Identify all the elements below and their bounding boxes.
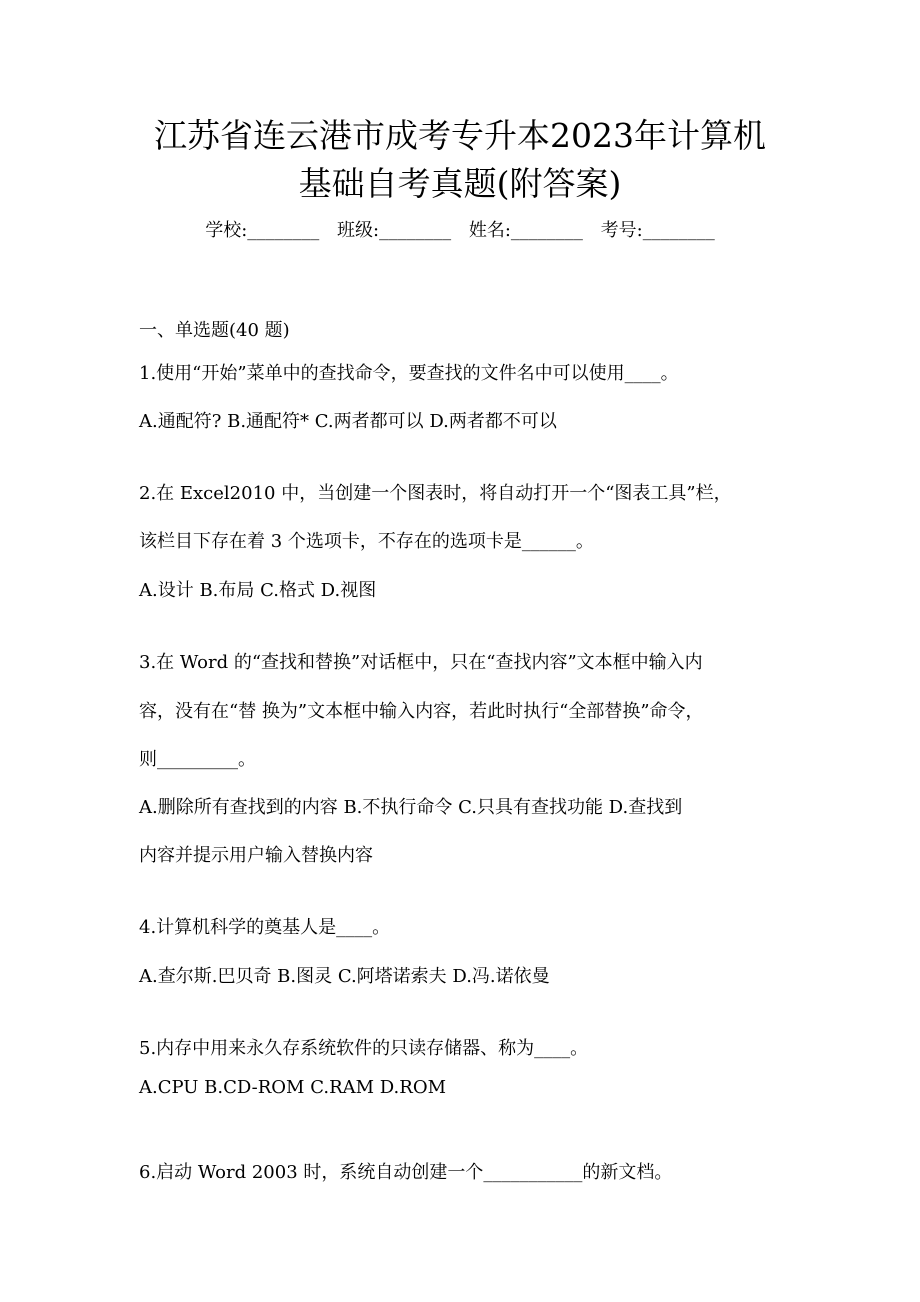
- question-3-options-line-1: A.删除所有查找到的内容 B.不执行命令 C.只具有查找功能 D.查找到: [139, 797, 683, 818]
- question-3-text-line-3: 则_________。: [139, 749, 256, 770]
- name-field: 姓名:________: [468, 220, 583, 241]
- school-field: 学校:________: [205, 220, 320, 241]
- question-4-options: A.查尔斯.巴贝奇 B.图灵 C.阿塔诺索夫 D.冯.诺依曼: [139, 966, 550, 987]
- question-1-options: A.通配符? B.通配符* C.两者都可以 D.两者都不可以: [139, 411, 557, 432]
- question-5-options: A.CPU B.CD-ROM C.RAM D.ROM: [139, 1077, 447, 1098]
- question-3-text-line-2: 容，没有在“替 换为”文本框中输入内容，若此时执行“全部替换”命令，: [139, 701, 704, 722]
- class-field: 班级:________: [337, 220, 452, 241]
- question-3-text-line-1: 3.在 Word 的“查找和替换”对话框中，只在“查找内容”文本框中输入内: [139, 652, 703, 673]
- question-5-text: 5.内存中用来永久存系统软件的只读存储器、称为____。: [139, 1038, 589, 1059]
- question-4-text: 4.计算机科学的奠基人是____。: [139, 917, 391, 938]
- document-title-line-2: 基础自考真题(附答案): [298, 164, 622, 203]
- section-heading: 一、单选题(40 题): [139, 320, 290, 341]
- question-2-text-line-2: 该栏目下存在着 3 个选项卡，不存在的选项卡是______。: [139, 531, 594, 552]
- question-3-options-line-2: 内容并提示用户输入替换内容: [139, 845, 373, 866]
- question-6-text: 6.启动 Word 2003 时，系统自动创建一个___________的新文档。: [139, 1162, 673, 1183]
- question-1-text: 1.使用“开始”菜单中的查找命令，要查找的文件名中可以使用____。: [139, 363, 679, 384]
- question-2-options: A.设计 B.布局 C.格式 D.视图: [139, 580, 377, 601]
- exam-number-field: 考号:________: [600, 220, 715, 241]
- student-info-row: [0, 218, 920, 244]
- document-title-line-1: 江苏省连云港市成考专升本2023年计算机: [154, 116, 766, 155]
- question-2-text-line-1: 2.在 Excel2010 中，当创建一个图表时，将自动打开一个“图表工具”栏，: [139, 483, 732, 504]
